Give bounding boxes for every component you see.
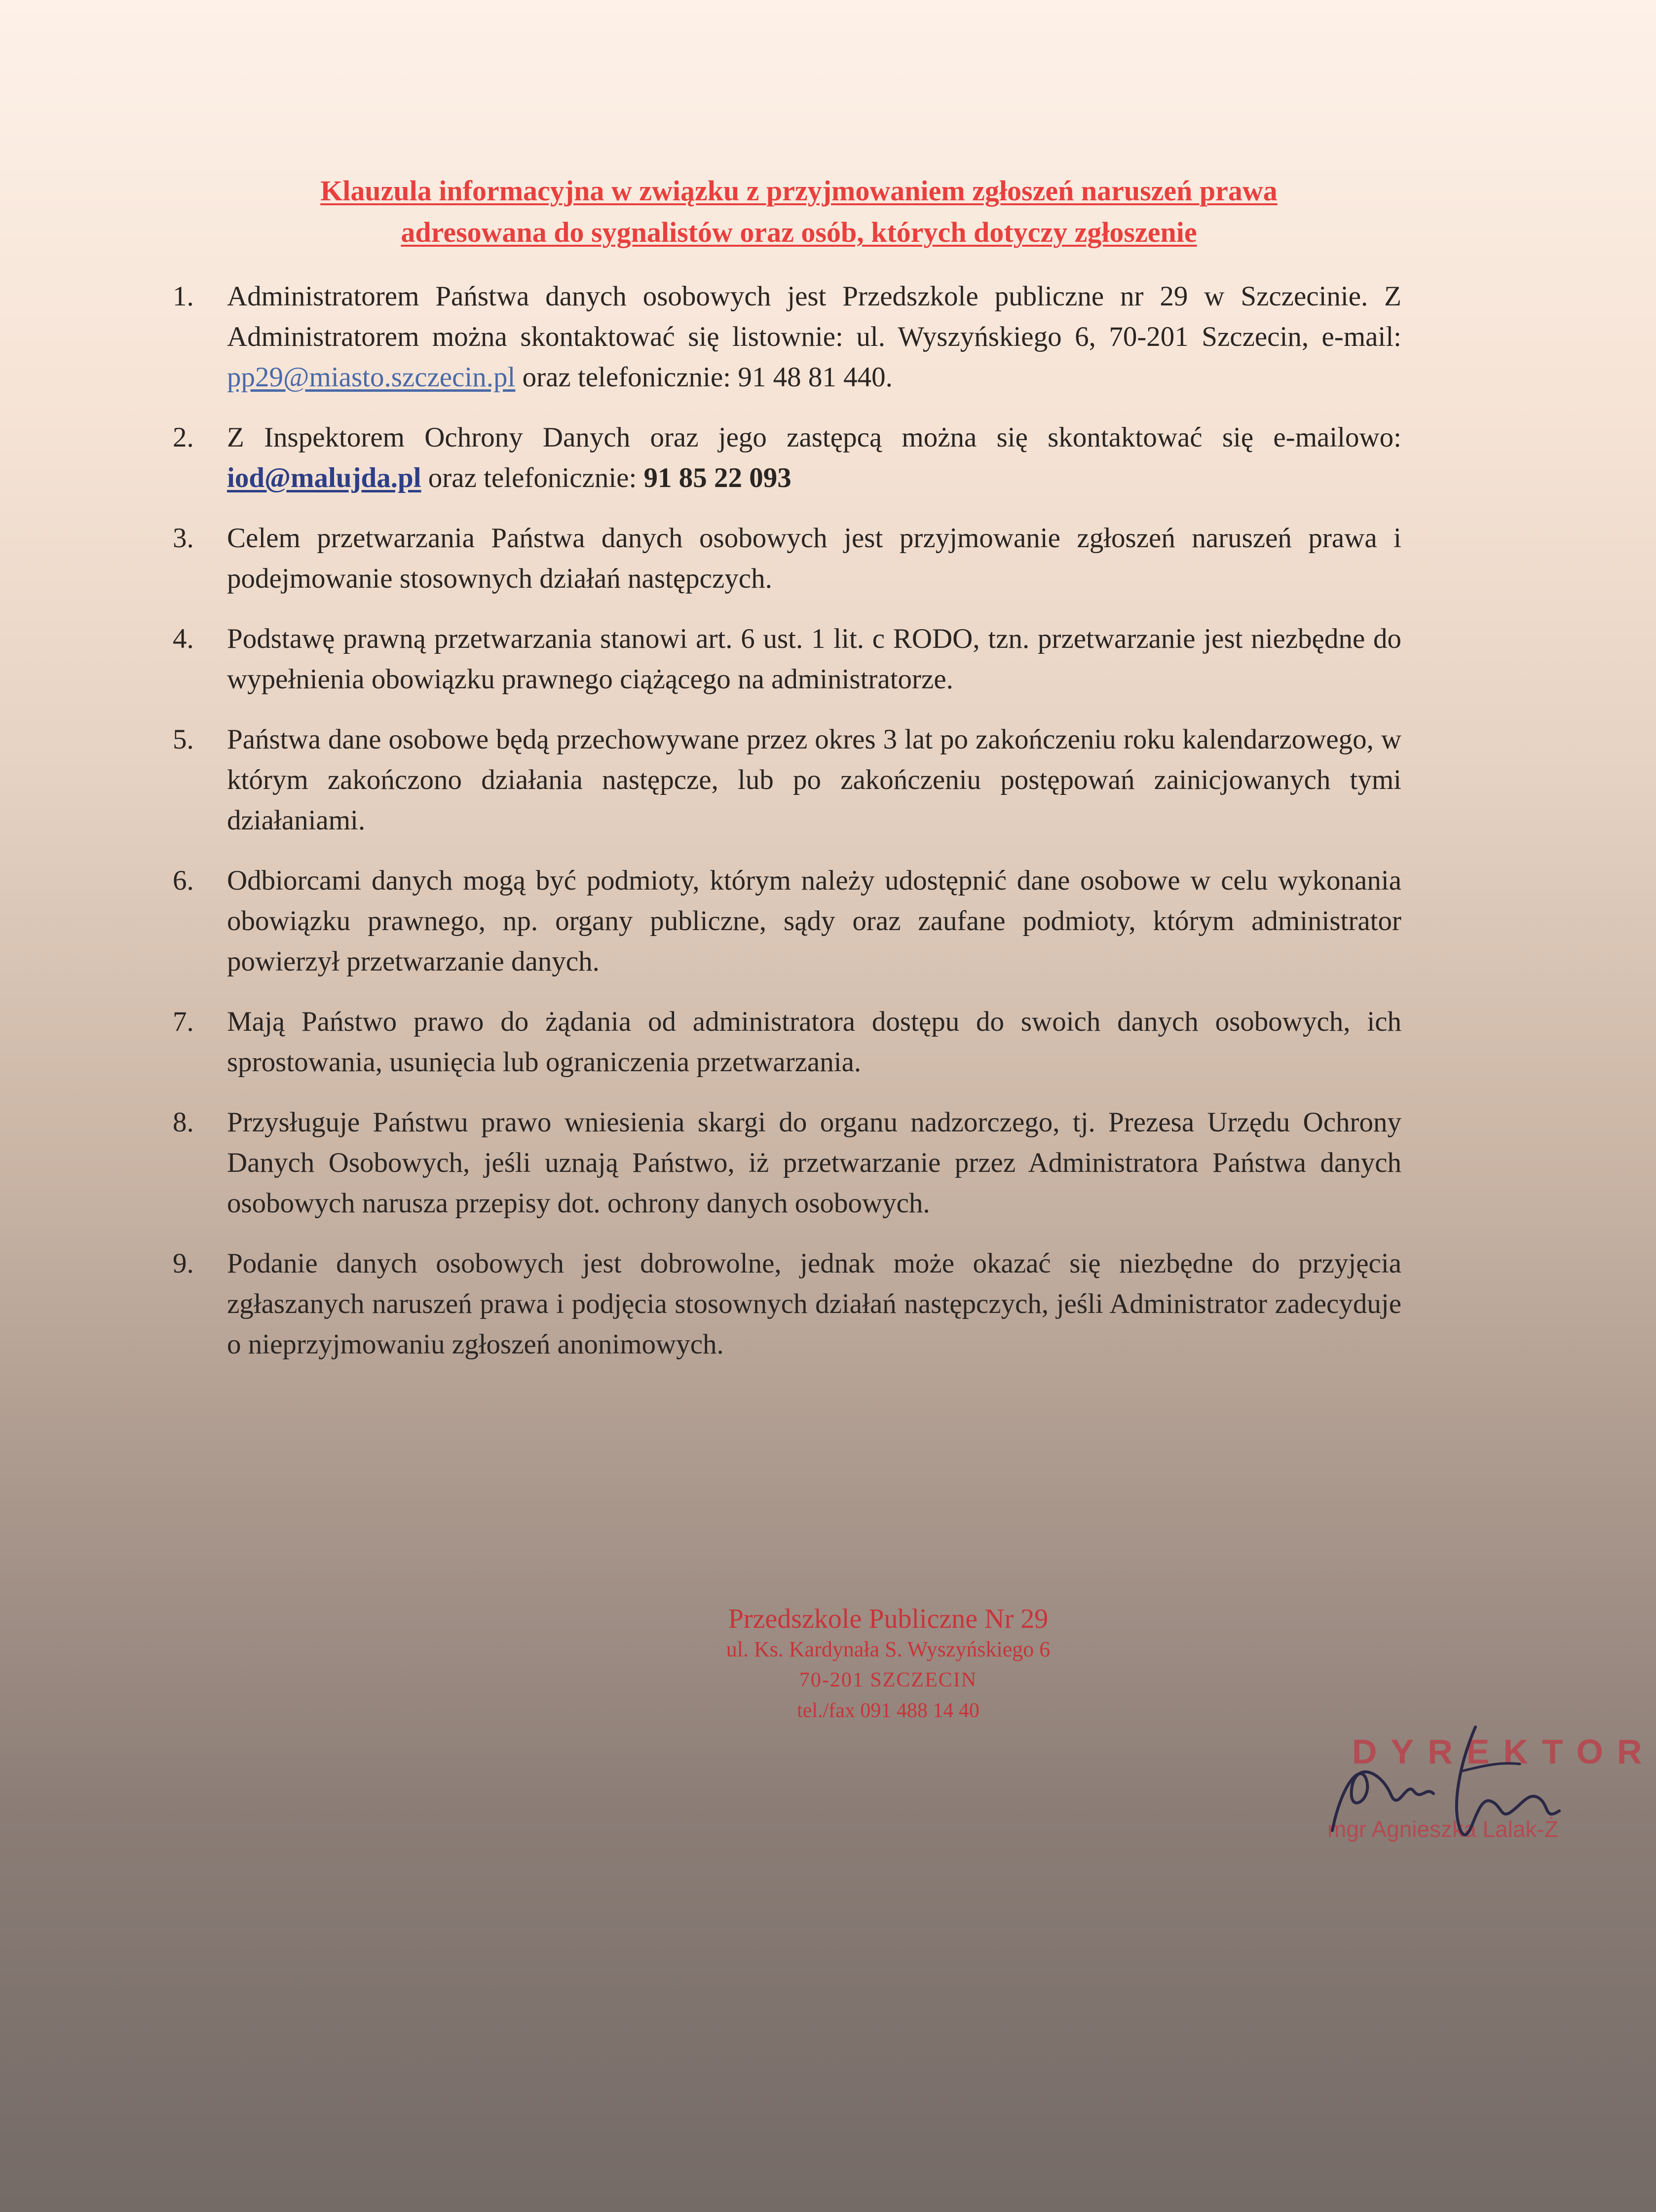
iod-phone: 91 85 22 093 <box>643 462 791 493</box>
item-text-part: oraz telefonicznie: 91 48 81 440. <box>515 362 893 393</box>
item-text: Przysługuje Państwu prawo wniesienia skargi do organu nadzorczego, tj. Prezesa Urzędu Ochrony Danych Osobowych, jeśli uznają Państwo, iż przetwarzanie przez Administratora Państwa danych osobowych narusza przepisy dot. ochrony danych osobowych. <box>227 1107 1401 1219</box>
item-number: 1. <box>173 281 194 312</box>
director-stamp <box>1313 1707 1656 1855</box>
director-name: mgr Agnieszka Lalak-Ż <box>1327 1816 1558 1842</box>
title-line-1: Klauzula informacyjna w związku z przyjmowaniem zgłoszeń naruszeń prawa <box>320 175 1278 207</box>
item-text: Podstawę prawną przetwarzania stanowi art. 6 ust. 1 lit. c RODO, tzn. przetwarzanie jest niezbędne do wypełnienia obowiązku prawnego ciążącego na administratorze. <box>227 623 1401 695</box>
item-text: Celem przetwarzania Państwa danych osobowych jest przyjmowanie zgłoszeń naruszeń prawa i podejmowanie stosownych działań następczych. <box>227 523 1401 594</box>
list-item <box>158 417 1401 498</box>
institution-stamp <box>641 1604 1135 1726</box>
list-item <box>158 276 1401 398</box>
admin-email-link[interactable]: pp29@miasto.szczecin.pl <box>227 362 516 393</box>
item-text: Mają Państwo prawo do żądania od administratora dostępu do swoich danych osobowych, ich sprostowania, usunięcia lub ograniczenia przetwarzania. <box>227 1006 1401 1078</box>
list-item <box>158 1102 1401 1224</box>
stamp-line-1: Przedszkole Publiczne Nr 29 <box>728 1604 1049 1634</box>
item-text: Podanie danych osobowych jest dobrowolne, jednak może okazać się niezbędne do przyjęcia zgłaszanych naruszeń prawa i podjęcia stosownych działań następczych, jeśli Administrator zadecyduje o nieprzyjmowaniu zgłoszeń anonimowych. <box>227 1248 1401 1360</box>
list-item <box>158 518 1401 599</box>
item-text-part: oraz telefonicznie: <box>421 462 644 493</box>
item-text <box>227 276 1401 398</box>
clause-list <box>158 276 1401 1385</box>
list-item <box>158 861 1401 982</box>
stamp-line-2: ul. Ks. Kardynała S. Wyszyńskiego 6 <box>726 1637 1051 1661</box>
stamp-line-4: tel./fax 091 488 14 40 <box>797 1699 979 1722</box>
item-text: Odbiorcami danych mogą być podmioty, którym należy udostępnić dane osobowe w celu wykonania obowiązku prawnego, np. organy publiczne, sądy oraz zaufane podmioty, którym administrator powierzył przetwarzanie danych. <box>227 865 1401 977</box>
item-number: 2. <box>173 422 194 453</box>
item-number: 9. <box>173 1248 194 1279</box>
document-title <box>0 170 1598 253</box>
iod-email-link[interactable]: iod@malujda.pl <box>227 462 421 493</box>
item-number: 4. <box>173 623 194 654</box>
item-number: 5. <box>173 724 194 755</box>
list-item <box>158 1002 1401 1083</box>
stamp-line-3: 70-201 SZCZECIN <box>799 1669 978 1691</box>
item-text <box>227 417 1401 498</box>
list-item <box>158 719 1401 841</box>
list-item <box>158 619 1401 700</box>
director-title: DYREKTOR <box>1352 1732 1656 1771</box>
item-text: Państwa dane osobowe będą przechowywane przez okres 3 lat po zakończeniu roku kalendarzowego, w którym zakończono działania następcze, lub po zakończeniu postępowań zainicjowanych tymi działaniami. <box>227 724 1401 836</box>
title-line-2: adresowana do sygnalistów oraz osób, których dotyczy zgłoszenie <box>401 216 1197 248</box>
item-number: 7. <box>173 1006 194 1037</box>
item-text-part: Administratorem Państwa danych osobowych jest Przedszkole publiczne nr 29 w Szczecinie. Z Administratorem można skontaktować się listownie: ul. Wyszyńskiego 6, 70-201 Szczecin, e-mail: <box>227 281 1401 352</box>
item-number: 6. <box>173 865 194 896</box>
item-text-part: Z Inspektorem Ochrony Danych oraz jego zastępcą można się skontaktować się e-mailowo: <box>227 422 1401 453</box>
item-number: 3. <box>173 523 194 554</box>
item-number: 8. <box>173 1107 194 1138</box>
signature-icon <box>1313 1707 1609 1855</box>
list-item <box>158 1243 1401 1365</box>
